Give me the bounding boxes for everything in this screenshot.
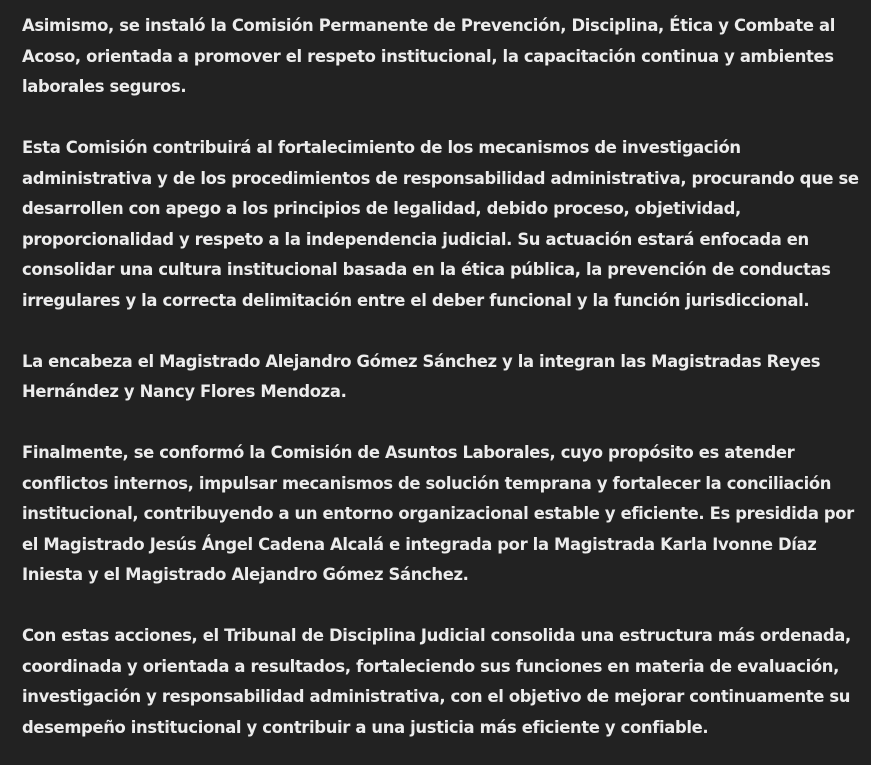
- paragraph-comision-prevencion: Asimismo, se instaló la Comisión Permanente de Prevención, Disciplina, Ética y Combate al Acoso, orientada a promover el respeto institucional, la capacitación continua y ambientes laborales seguros.: [22, 16, 835, 96]
- paragraph-comision-laborales: Finalmente, se conformó la Comisión de Asuntos Laborales, cuyo propósito es atender conflictos internos, impulsar mecanismos de solución temprana y fortalecer la conciliación institucional, contribuyendo a un entorno organizacional estable y eficiente. Es presidida por el Magistrado Jesús Ángel Cadena Alcalá e integrada por la Magistrada Karla Ivonne Díaz Iniesta y el Magistrado Alejandro Gómez Sánchez.: [22, 443, 854, 584]
- article-body: [22, 11, 862, 743]
- paragraph-comision-funciones: Esta Comisión contribuirá al fortalecimiento de los mecanismos de investigación administrativa y de los procedimientos de responsabilidad administrativa, procurando que se desarrollen con apego a los principios de legalidad, debido proceso, objetividad, proporcionalidad y respeto a la independencia judicial. Su actuación estará enfocada en consolidar una cultura institucional basada en la ética pública, la prevención de conductas irregulares y la correcta delimitación entre el deber funcional y la función jurisdiccional.: [22, 138, 859, 310]
- paragraph-conclusion: Con estas acciones, el Tribunal de Disciplina Judicial consolida una estructura más ordenada, coordinada y orientada a resultados, fortaleciendo sus funciones en materia de evaluación, investigación y responsabilidad administrativa, con el objetivo de mejorar continuamente su desempeño institucional y contribuir a una justicia más eficiente y confiable.: [22, 626, 851, 737]
- paragraph-integrantes: La encabeza el Magistrado Alejandro Gómez Sánchez y la integran las Magistradas Reyes Hernández y Nancy Flores Mendoza.: [22, 351, 821, 401]
